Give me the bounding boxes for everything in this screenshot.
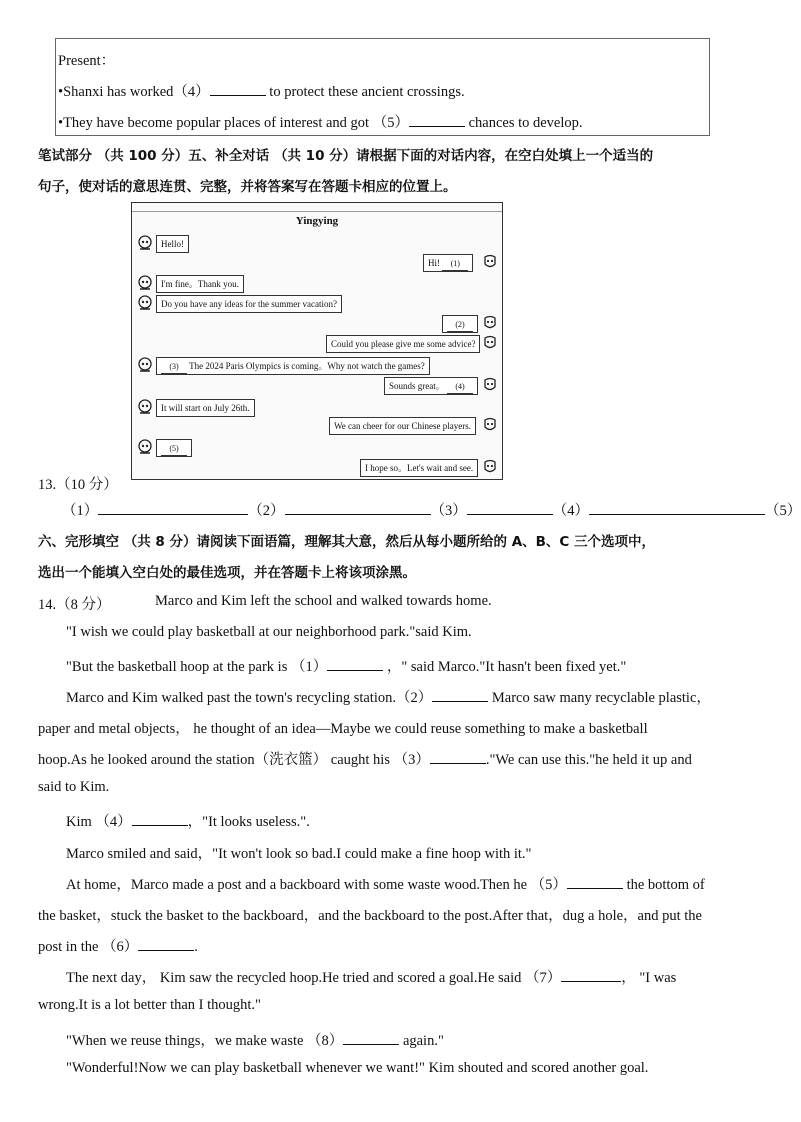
q14-p4-line2: paper and metal objects， he thought of an idea—Maybe we could reuse something to make a basketball bbox=[38, 721, 648, 737]
avatar-left-icon bbox=[137, 439, 153, 455]
q14-p4-line3: hoop.As he looked around the station（洗衣篮） caught his （3） ."We can use this."he held it up and bbox=[38, 752, 692, 768]
chat-title: Yingying bbox=[295, 215, 339, 227]
q14-blank-8[interactable] bbox=[343, 1032, 399, 1045]
chat-bubble-2: Hi! (1) bbox=[423, 254, 473, 272]
chat-blank-4[interactable]: (4) bbox=[447, 381, 473, 394]
present-line-1-pre: •Shanxi has worked（4） bbox=[58, 84, 210, 100]
avatar-left-icon bbox=[137, 357, 153, 373]
q13-blanks bbox=[62, 499, 801, 520]
present-heading: Present： bbox=[58, 53, 116, 69]
q14-p4-line4: said to Kim. bbox=[38, 779, 110, 795]
q14-blank-3[interactable] bbox=[430, 751, 486, 764]
avatar-right-icon bbox=[482, 335, 498, 351]
q14-p8-line1: The next day， Kim saw the recycled hoop.He tried and scored a goal.He said （7） ， "I was bbox=[66, 970, 677, 986]
q13-blank-2[interactable] bbox=[285, 502, 431, 515]
chat-blank-1[interactable]: (1) bbox=[442, 258, 468, 271]
chat-bubble-1: Hello! bbox=[156, 235, 189, 253]
present-box bbox=[55, 38, 710, 136]
q14-label: 14.（8 分） bbox=[38, 597, 111, 613]
avatar-left-icon bbox=[137, 275, 153, 291]
q13-blank-1[interactable] bbox=[98, 502, 248, 515]
chat-blank-3[interactable]: (3) bbox=[161, 361, 187, 374]
q14-p3: "But the basketball hoop at the park is （1） ，" said Marco."It hasn't been fixed yet." bbox=[66, 659, 627, 675]
q14-p6: Marco smiled and said，"It won't look so bad.I could make a fine hoop with it." bbox=[66, 846, 532, 862]
section6-line2: 选出一个能填入空白处的最佳选项，并在答题卡上将该项涂黑。 bbox=[38, 565, 416, 581]
q14-p4-line1: Marco and Kim walked past the town's recycling station.（2） Marco saw many recyclable plastic， bbox=[66, 690, 711, 706]
section5-line1: 笔试部分 （共 100 分）五、补全对话 （共 10 分）请根据下面的对话内容，在空白处填上一个适当的 bbox=[38, 148, 654, 164]
q13-blank-3[interactable] bbox=[467, 502, 553, 515]
avatar-right-icon bbox=[482, 315, 498, 331]
q14-p8-line2: wrong.It is a lot better than I thought." bbox=[38, 997, 261, 1013]
q14-blank-4[interactable] bbox=[132, 813, 188, 826]
q13-b5-label: （5） bbox=[765, 503, 801, 519]
present-line-2-pre: •They have become popular places of interest and got （5） bbox=[58, 115, 409, 131]
avatar-left-icon bbox=[137, 295, 153, 311]
avatar-right-icon bbox=[482, 254, 498, 270]
avatar-left-icon bbox=[137, 399, 153, 415]
chat-bubble-10: We can cheer for our Chinese players. bbox=[329, 417, 476, 435]
q13-b2-label: （2） bbox=[248, 503, 285, 519]
chat-blank-2[interactable]: (2) bbox=[447, 319, 473, 332]
chat-bubble-5 bbox=[442, 315, 478, 333]
blank-4[interactable] bbox=[210, 83, 266, 96]
chat-bubble-4: Do you have any ideas for the summer vacation? bbox=[156, 295, 342, 313]
q14-p9: "When we reuse things，we make waste （8） again." bbox=[66, 1033, 444, 1049]
chat-bubble-11 bbox=[156, 439, 192, 457]
chat-topbar bbox=[132, 203, 502, 212]
chat-bubble-12: I hope so。Let's wait and see. bbox=[360, 459, 478, 477]
q14-p7-line2: the basket，stuck the basket to the backboard，and the backboard to the post.After that，dug a hole，and put the bbox=[38, 908, 702, 924]
chat-blank-5[interactable]: (5) bbox=[161, 443, 187, 456]
avatar-right-icon bbox=[482, 377, 498, 393]
chat-bubble-8: Sounds great。 (4) bbox=[384, 377, 478, 395]
present-line-2 bbox=[58, 111, 583, 132]
chat-bubble-3: I'm fine。Thank you. bbox=[156, 275, 244, 293]
q13-b3-label: （3） bbox=[430, 503, 467, 519]
q14-blank-2[interactable] bbox=[432, 689, 488, 702]
chat-bubble-7: (3) The 2024 Paris Olympics is coming。Why not watch the games? bbox=[156, 357, 430, 375]
q13-blank-4[interactable] bbox=[589, 502, 765, 515]
q14-p7-line3: post in the （6） . bbox=[38, 939, 198, 955]
q14-blank-1[interactable] bbox=[327, 658, 383, 671]
avatar-right-icon bbox=[482, 459, 498, 475]
q14-blank-7[interactable] bbox=[561, 969, 621, 982]
present-line-1-post: to protect these ancient crossings. bbox=[265, 84, 465, 100]
q14-p7-line1: At home，Marco made a post and a backboard with some waste wood.Then he （5） the bottom of bbox=[66, 877, 705, 893]
present-line-1 bbox=[58, 80, 465, 101]
q14-p5: Kim （4） ，"It looks useless.". bbox=[66, 814, 310, 830]
q13-b4-label: （4） bbox=[552, 503, 589, 519]
q14-p10: "Wonderful!Now we can play basketball whenever we want!" Kim shouted and scored another goal. bbox=[66, 1060, 649, 1076]
blank-5[interactable] bbox=[409, 114, 465, 127]
avatar-left-icon bbox=[137, 235, 153, 251]
q14-blank-6[interactable] bbox=[138, 938, 194, 951]
q13-label: 13.（10 分） bbox=[38, 477, 118, 493]
chat-bubble-6: Could you please give me some advice? bbox=[326, 335, 480, 353]
q14-blank-5[interactable] bbox=[567, 876, 623, 889]
avatar-right-icon bbox=[482, 417, 498, 433]
q14-p1: Marco and Kim left the school and walked towards home. bbox=[155, 593, 492, 609]
q13-b1-label: （1） bbox=[62, 503, 99, 519]
section6-line1: 六、完形填空 （共 8 分）请阅读下面语篇，理解其大意，然后从每小题所给的 A、B、C 三个选项中， bbox=[38, 534, 656, 550]
section5-line2: 句子，使对话的意思连贯、完整，并将答案写在答题卡相应的位置上。 bbox=[38, 179, 457, 195]
present-line-2-post: chances to develop. bbox=[464, 115, 583, 131]
q14-p2: "I wish we could play basketball at our neighborhood park."said Kim. bbox=[66, 624, 472, 640]
chat-bubble-9: It will start on July 26th. bbox=[156, 399, 255, 417]
chat-window bbox=[131, 202, 503, 480]
